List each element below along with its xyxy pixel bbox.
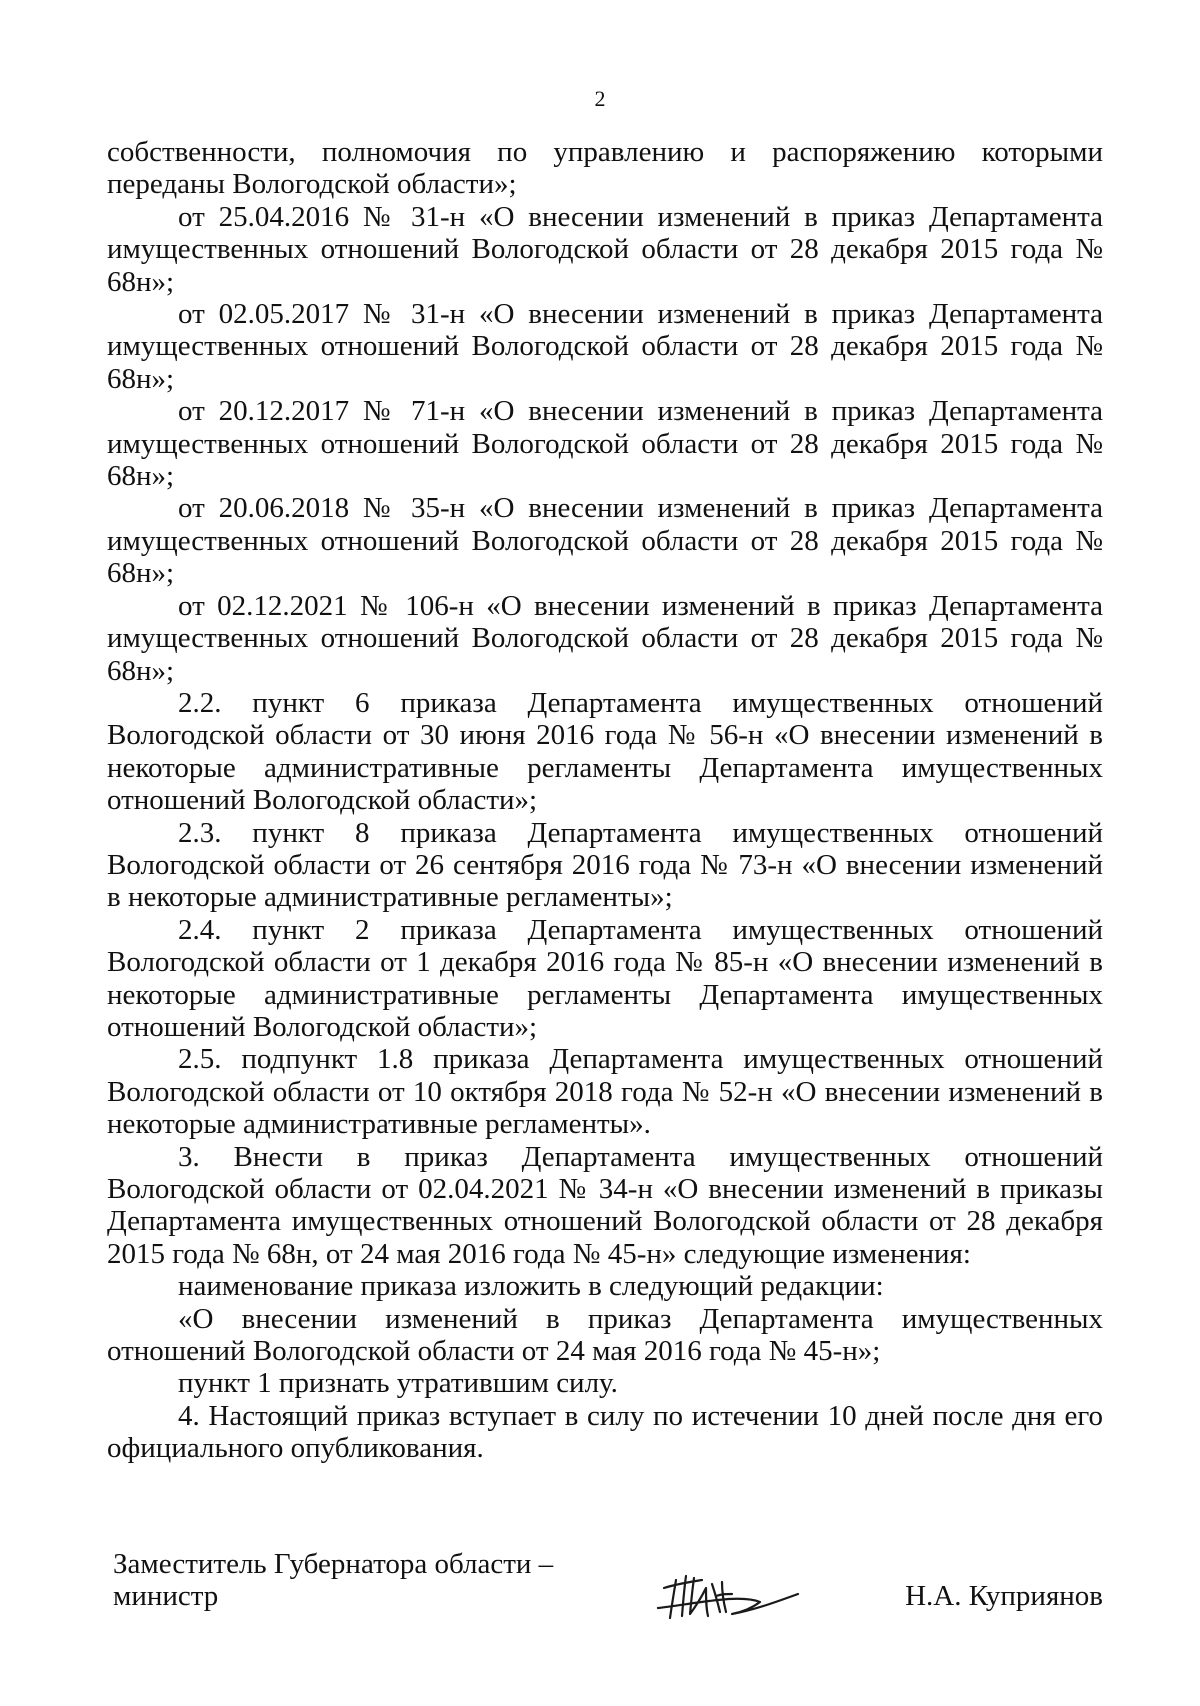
paragraph-order-2016-04-25: от 25.04.2016 № 31-н «О внесении изменений в приказ Департамента имущественных отношений Вологодской области от 28 декабря 2015 года № 68н»; bbox=[107, 200, 1103, 298]
signatory-name: Н.А. Куприянов bbox=[905, 1580, 1103, 1612]
paragraph-item-3-new-title: «О внесении изменений в приказ Департамента имущественных отношений Вологодской области от 24 мая 2016 года № 45-н»; bbox=[107, 1302, 1103, 1368]
document-body bbox=[107, 136, 1103, 1465]
paragraph-item-2-5: 2.5. подпункт 1.8 приказа Департамента имущественных отношений Вологодской области от 10 октября 2018 года № 52-н «О внесении изменений в некоторые административные регламенты». bbox=[107, 1043, 1103, 1141]
paragraph-item-2-3: 2.3. пункт 8 приказа Департамента имущественных отношений Вологодской области от 26 сентября 2016 года № 73-н «О внесении изменений в некоторые административные регламенты»; bbox=[107, 816, 1103, 914]
paragraph-item-2-4: 2.4. пункт 2 приказа Департамента имущественных отношений Вологодской области от 1 декабря 2016 года № 85-н «О внесении изменений в некоторые административные регламенты Департамента имущественных отношений Вологодской области»; bbox=[107, 913, 1103, 1043]
signatory-position bbox=[113, 1548, 553, 1612]
signature-block bbox=[113, 1548, 1103, 1628]
paragraph-order-2017-05-02: от 02.05.2017 № 31-н «О внесении изменений в приказ Департамента имущественных отношений Вологодской области от 28 декабря 2015 года № 68н»; bbox=[107, 298, 1103, 395]
paragraph-order-2021-12-02: от 02.12.2021 № 106-н «О внесении изменений в приказ Департамента имущественных отношений Вологодской области от 28 декабря 2015 года № 68н»; bbox=[107, 589, 1103, 687]
paragraph-item-3-point-1: пункт 1 признать утратившим силу. bbox=[178, 1367, 618, 1400]
handwritten-signature-icon bbox=[656, 1566, 801, 1624]
paragraph-continuation: собственности, полномочия по управлению и распоряжению которыми переданы Вологодской области»; bbox=[107, 136, 1103, 201]
paragraph-item-3-title-change: наименование приказа изложить в следующий редакции: bbox=[178, 1270, 884, 1303]
signatory-position-line-2: министр bbox=[113, 1580, 219, 1612]
paragraph-order-2018-06-20: от 20.06.2018 № 35-н «О внесении изменений в приказ Департамента имущественных отношений Вологодской области от 28 декабря 2015 года № 68н»; bbox=[107, 492, 1103, 590]
paragraph-item-3: 3. Внести в приказ Департамента имущественных отношений Вологодской области от 02.04.2021 № 34-н «О внесении изменений в приказы Департамента имущественных отношений Вологодской области от 28 декабря 2015 года № 68н, от 24 мая 2016 года № 45-н» следующие изменения: bbox=[107, 1140, 1103, 1270]
page-number: 2 bbox=[594, 86, 606, 111]
paragraph-item-4: 4. Настоящий приказ вступает в силу по истечении 10 дней после дня его официального опубликования. bbox=[107, 1399, 1103, 1465]
paragraph-order-2017-12-20: от 20.12.2017 № 71-н «О внесении изменений в приказ Департамента имущественных отношений Вологодской области от 28 декабря 2015 года № 68н»; bbox=[107, 395, 1103, 493]
paragraph-item-2-2: 2.2. пункт 6 приказа Департамента имущественных отношений Вологодской области от 30 июня 2016 года № 56-н «О внесении изменений в некоторые административные регламенты Департамента имущественных отношений Вологодской области»; bbox=[107, 686, 1103, 817]
signatory-position-line-1: Заместитель Губернатора области – bbox=[113, 1548, 554, 1580]
